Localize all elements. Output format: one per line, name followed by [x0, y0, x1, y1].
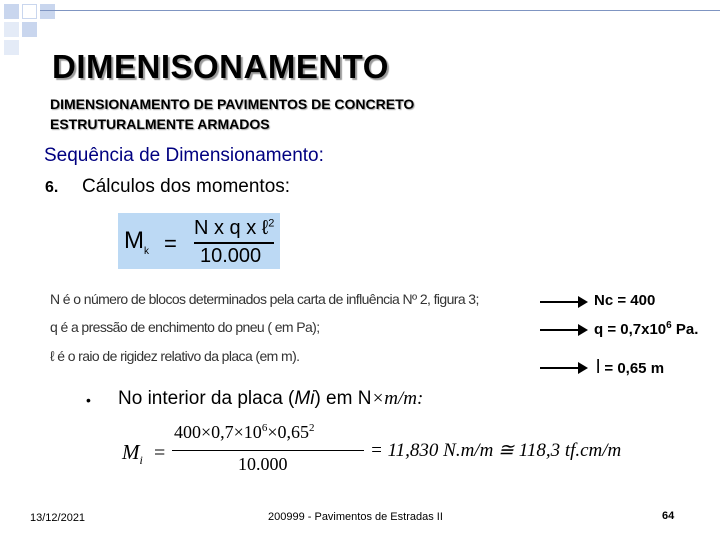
value-l-symbol: l	[596, 357, 601, 378]
calc-num-a: 400×0,7×10	[174, 422, 262, 442]
bullet-text-start: No interior da placa (	[118, 388, 295, 409]
corner-square	[22, 4, 37, 19]
definition-n: N é o número de blocos determinados pela carta de influência Nº 2, figura 3;	[50, 291, 479, 307]
calc-denominator: 10.000	[238, 454, 288, 474]
moment-formula	[118, 213, 280, 269]
header-rule	[40, 10, 720, 11]
step-number: 6.	[45, 179, 59, 196]
calc-lhs-symbol: M	[122, 440, 140, 464]
formula-numerator-text: N x q x ℓ	[194, 217, 269, 239]
bullet-marker: •	[86, 392, 91, 408]
bullet-text-mid: ) em N	[314, 388, 372, 409]
bullet-text	[118, 388, 423, 410]
formula-lhs	[124, 227, 149, 257]
definition-q: q é a pressão de enchimento do pneu ( em Pa);	[50, 319, 320, 335]
arrow-icon	[540, 367, 586, 369]
value-l-rest: = 0,65 m	[600, 360, 665, 377]
calc-numerator	[174, 422, 314, 443]
arrow-icon	[540, 329, 586, 331]
corner-square	[4, 22, 19, 37]
definition-l: ℓ é o raio de rigidez relativo da placa (em m).	[50, 348, 300, 364]
corner-square	[40, 4, 55, 19]
calc-num-exp2: 2	[308, 422, 315, 434]
slide-title: DIMENISONAMENTO	[52, 48, 389, 85]
value-nc: Nc = 400	[594, 292, 656, 309]
slide-subtitle	[50, 94, 414, 134]
formula-equals: =	[164, 231, 177, 256]
value-q	[594, 320, 698, 338]
arrow-icon	[540, 301, 586, 303]
section-heading: Sequência de Dimensionamento:	[44, 145, 324, 166]
bullet-units: ×m/m:	[371, 388, 424, 409]
formula-numerator-sup: 2	[268, 217, 275, 230]
corner-square	[22, 22, 37, 37]
calc-num-exp: 6	[261, 422, 268, 434]
value-q-exp: 6	[666, 320, 672, 331]
page-number: 64	[662, 510, 675, 522]
formula-denominator: 10.000	[200, 245, 262, 267]
value-q-base: q = 0,7x10	[594, 321, 667, 338]
corner-square	[4, 40, 19, 55]
calc-num-b: ×0,65	[267, 422, 309, 442]
footer-course: 200999 - Pavimentos de Estradas II	[268, 511, 443, 523]
footer-date: 13/12/2021	[30, 512, 86, 524]
calc-equals: =	[154, 442, 166, 464]
step-heading: Cálculos dos momentos:	[82, 176, 291, 197]
subtitle-line-1: DIMENSIONAMENTO DE PAVIMENTOS DE CONCRETO	[50, 96, 415, 112]
calc-fraction-bar	[172, 450, 364, 451]
calc-lhs	[122, 440, 143, 468]
corner-square	[4, 4, 19, 19]
bullet-mi: Mi	[294, 388, 315, 409]
formula-numerator	[194, 217, 274, 240]
formula-lhs-symbol: M	[124, 227, 144, 254]
fraction-bar	[194, 242, 274, 244]
calc-result: = 11,830 N.m/m ≅ 118,3 tf.cm/m	[370, 440, 622, 461]
formula-lhs-sub: k	[144, 245, 149, 257]
subtitle-line-2: ESTRUTURALMENTE ARMADOS	[50, 116, 270, 132]
calc-lhs-sub: i	[139, 453, 143, 468]
value-q-unit: Pa.	[671, 321, 699, 338]
value-l	[596, 357, 664, 379]
